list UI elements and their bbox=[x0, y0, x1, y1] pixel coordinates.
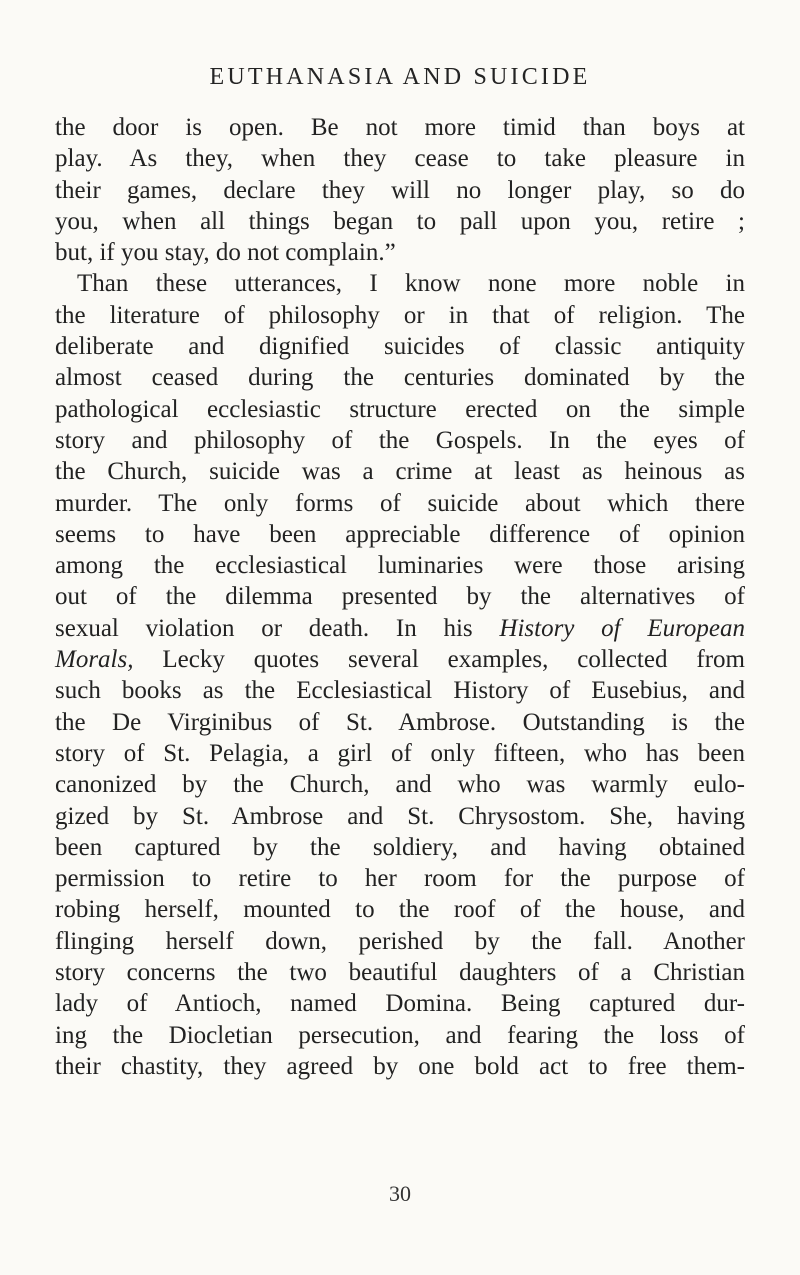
text-line: the door is open. Be not more timid than boys at bbox=[55, 114, 745, 141]
text-line: story concerns the two beautiful daughters of a Christian bbox=[55, 959, 745, 987]
text-segment: Lecky quotes several examples, collected from bbox=[162, 646, 745, 674]
text-line: permission to retire to her room for the purpose of bbox=[55, 865, 745, 893]
text-line: pathological ecclesiastic structure erected on the simple bbox=[55, 395, 745, 423]
text-line: almost ceased during the centuries dominated by the bbox=[55, 364, 745, 392]
text-segment: sexual violation or death. In his bbox=[55, 614, 473, 642]
text-line: canonized by the Church, and who was warmly eulo- bbox=[55, 771, 745, 799]
text-line: story of St. Pelagia, a girl of only fifteen, who has been bbox=[55, 739, 745, 767]
text-line: but, if you stay, do not complain.” bbox=[55, 239, 396, 267]
body-text bbox=[55, 112, 745, 1082]
page-number: 30 bbox=[389, 1181, 411, 1206]
text-line: story and philosophy of the Gospels. In the eyes of bbox=[55, 426, 745, 454]
text-line: their games, declare they will no longer play, so do bbox=[55, 176, 745, 204]
text-line-mixed bbox=[55, 613, 745, 644]
text-line: ing the Diocletian persecution, and fearing the loss of bbox=[55, 1021, 745, 1049]
text-line: play. As they, when they cease to take pleasure in bbox=[55, 145, 745, 173]
text-line: gized by St. Ambrose and St. Chrysostom. She, having bbox=[55, 802, 745, 830]
text-line: the Church, suicide was a crime at least as heinous as bbox=[55, 458, 745, 486]
text-line: out of the dilemma presented by the alternatives of bbox=[55, 583, 745, 611]
text-line: such books as the Ecclesiastical History of Eusebius, and bbox=[55, 677, 745, 705]
running-head: EUTHANASIA AND SUICIDE bbox=[209, 64, 591, 90]
text-line: seems to have been appreciable difference of opinion bbox=[55, 520, 745, 548]
text-line: Than these utterances, I know none more noble in bbox=[77, 270, 745, 298]
text-line: been captured by the soldiery, and having obtained bbox=[55, 833, 745, 861]
book-title-italic: Morals, bbox=[55, 646, 134, 674]
text-line: among the ecclesiastical luminaries were those arising bbox=[55, 552, 745, 580]
text-line: the literature of philosophy or in that of religion. The bbox=[55, 301, 745, 329]
text-line: robing herself, mounted to the roof of the house, and bbox=[55, 896, 745, 924]
text-line: their chastity, they agreed by one bold act to free them- bbox=[55, 1052, 745, 1080]
text-line: murder. The only forms of suicide about which there bbox=[55, 489, 745, 517]
text-line: flinging herself down, perished by the fall. Another bbox=[55, 927, 745, 955]
book-title-italic: History of European bbox=[499, 614, 745, 642]
text-line: you, when all things began to pall upon you, retire ; bbox=[55, 207, 745, 235]
text-line: the De Virginibus of St. Ambrose. Outstanding is the bbox=[55, 708, 745, 736]
text-line-mixed bbox=[55, 644, 745, 675]
text-line: deliberate and dignified suicides of classic antiquity bbox=[55, 333, 745, 361]
text-line: lady of Antioch, named Domina. Being captured dur- bbox=[55, 990, 745, 1018]
